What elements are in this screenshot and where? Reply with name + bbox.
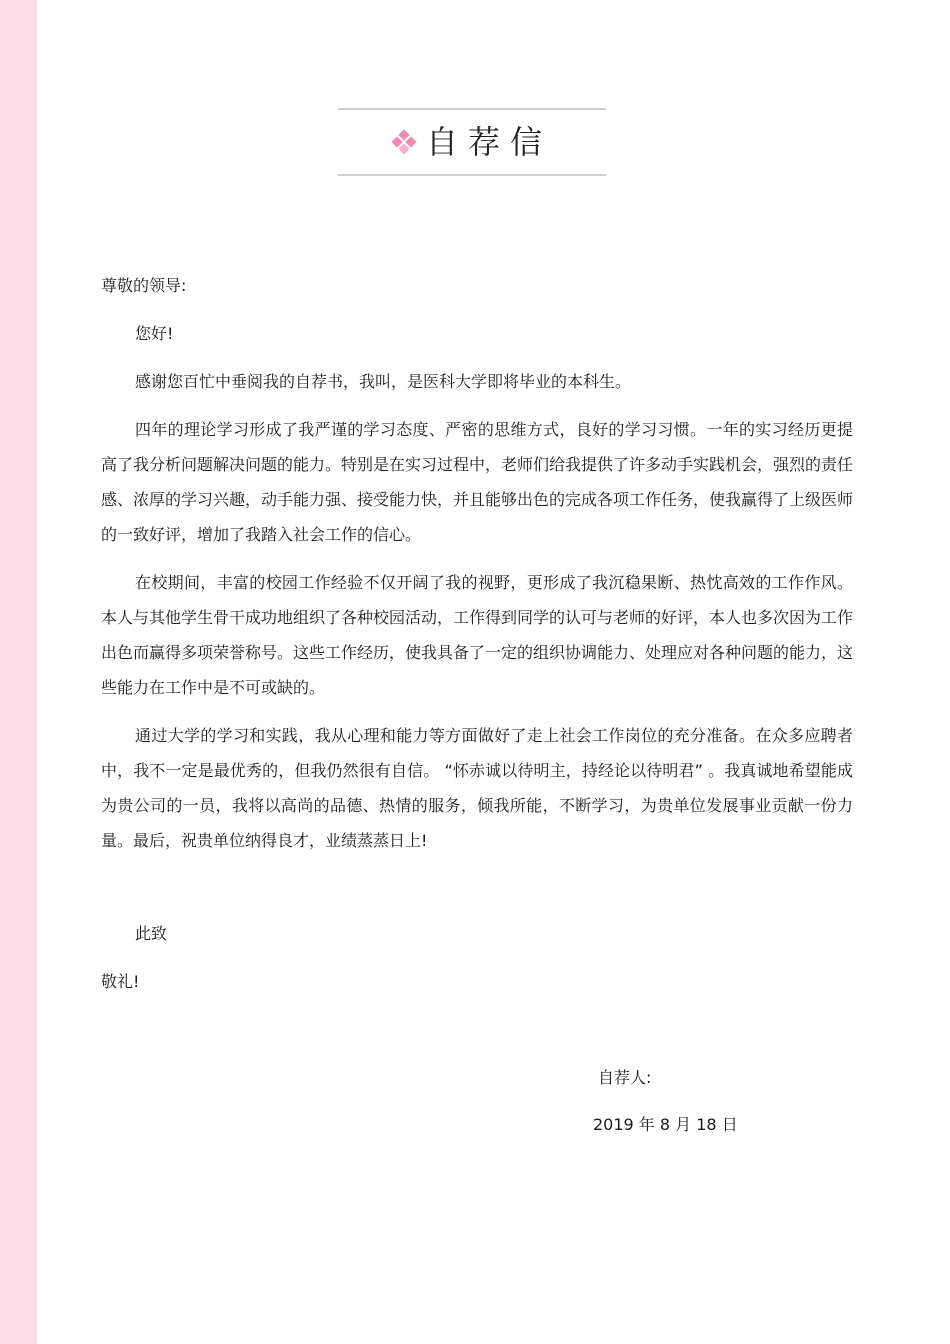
title-bottom-rule bbox=[338, 174, 606, 176]
letter-date: 2019 年 8 月 18 日 bbox=[593, 1115, 738, 1134]
greeting: 您好! bbox=[135, 324, 174, 343]
letter-body bbox=[101, 268, 853, 871]
title-top-rule bbox=[338, 108, 606, 110]
signer-label: 自荐人: bbox=[598, 1068, 652, 1087]
title-block bbox=[338, 108, 606, 176]
side-decoration-strip bbox=[0, 0, 37, 1344]
pink-diamond-cluster-icon bbox=[392, 130, 416, 154]
paragraph-campus: 在校期间，丰富的校园工作经验不仅开阔了我的视野，更形成了我沉稳果断、热忱高效的工作作风。本人与其他学生骨干成功地组织了各种校园活动，工作得到同学的认可与老师的好评，本人也多次因为工作出色而赢得多项荣誉称号。这些工作经历，使我具备了一定的组织协调能力、处理应对各种问题的能力，这些能力在工作中是不可或缺的。 bbox=[101, 573, 854, 697]
title-row bbox=[338, 124, 606, 160]
salutation: 尊敬的领导: bbox=[101, 276, 187, 295]
paragraph-intro: 感谢您百忙中垂阅我的自荐书，我叫，是医科大学即将毕业的本科生。 bbox=[135, 372, 632, 391]
paragraph-study: 四年的理论学习形成了我严谨的学习态度、严密的思维方式，良好的学习习惯。一年的实习经历更提高了我分析问题解决问题的能力。特别是在实习过程中，老师们给我提供了许多动手实践机会，强烈的责任感、浓厚的学习兴趣，动手能力强、接受能力快，并且能够出色的完成各项工作任务，使我赢得了上级医师的一致好评，增加了我踏入社会工作的信心。 bbox=[101, 420, 854, 544]
closing-line-2: 敬礼! bbox=[101, 972, 140, 991]
paragraph-aspiration: 通过大学的学习和实践，我从心理和能力等方面做好了走上社会工作岗位的充分准备。在众多应聘者中，我不一定是最优秀的，但我仍然很有自信。 “怀赤诚以待明主，持经论以待明君” 。我真诚地希望能成为贵公司的一员，我将以高尚的品德、热情的服务，倾我所能，不断学习，为贵单位发展事业贡献一份力量。最后，祝贵单位纳得良才，业绩蒸蒸日上! bbox=[101, 726, 853, 850]
document-title: 自荐信 bbox=[425, 123, 552, 161]
closing-line-1: 此致 bbox=[135, 924, 168, 943]
